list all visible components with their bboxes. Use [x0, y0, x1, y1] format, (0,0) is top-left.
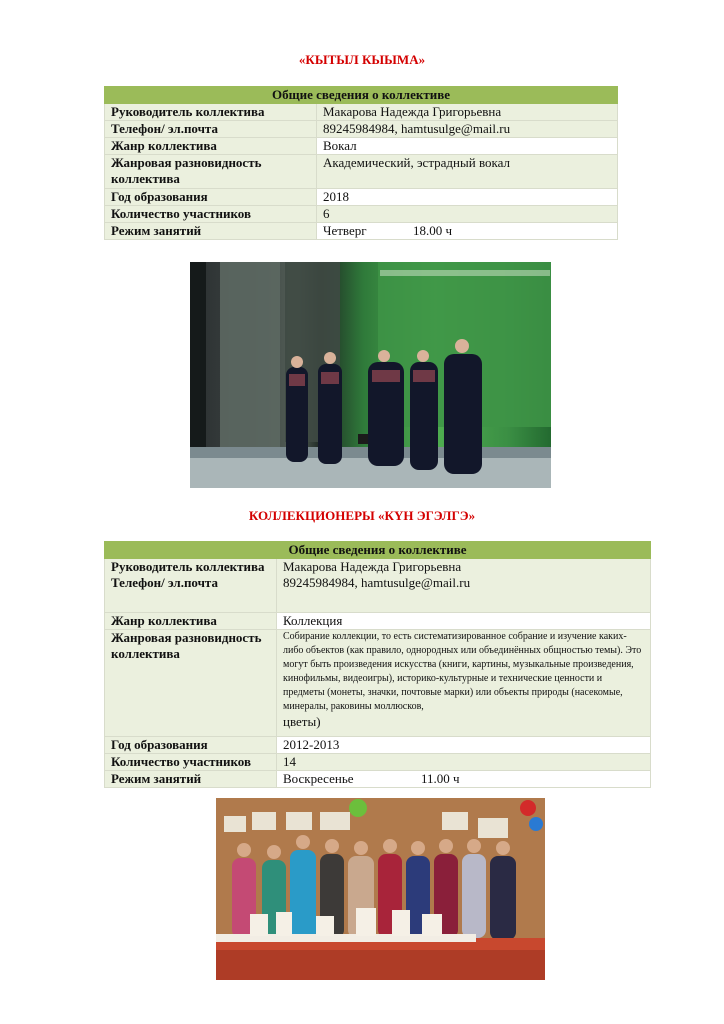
- founded-value: 2018: [317, 189, 618, 206]
- contact-value: 89245984984, hamtusulge@mail.ru: [317, 121, 618, 138]
- founded-label: Год образования: [105, 189, 317, 206]
- collective-info-table-1: [104, 86, 618, 240]
- schedule-time: 11.00 ч: [421, 771, 460, 786]
- leader-value: Макарова Надежда Григорьевна: [283, 559, 462, 574]
- leader-contact-value: [277, 559, 651, 613]
- schedule-label: Режим занятий: [105, 771, 277, 788]
- members-value: 14: [277, 754, 651, 771]
- genre-label: Жанр коллектива: [105, 613, 277, 630]
- schedule-time: 18.00 ч: [413, 223, 453, 238]
- contact-value: 89245984984, hamtusulge@mail.ru: [283, 575, 471, 590]
- genre-variety-label: Жанровая разновидность коллектива: [105, 155, 317, 189]
- leader-value: Макарова Надежда Григорьевна: [317, 104, 618, 121]
- schedule-day: Воскресенье: [283, 771, 354, 786]
- founded-label: Год образования: [105, 737, 277, 754]
- section1-title: «КЫТЫЛ КЫЫМА»: [298, 52, 426, 67]
- table-header: Общие сведения о коллективе: [105, 542, 651, 559]
- schedule-value: [317, 223, 618, 240]
- choir-stage-photo: [190, 262, 551, 488]
- collective-info-table-2: [104, 541, 651, 788]
- members-label: Количество участников: [105, 754, 277, 771]
- genre-label: Жанр коллектива: [105, 138, 317, 155]
- members-label: Количество участников: [105, 206, 317, 223]
- section2-title: КОЛЛЕКЦИОНЕРЫ «КҮН ЭГЭЛГЭ»: [248, 508, 476, 523]
- leader-label: Руководитель коллектива: [105, 104, 317, 121]
- members-value: 6: [317, 206, 618, 223]
- founded-value: 2012-2013: [277, 737, 651, 754]
- schedule-label: Режим занятий: [105, 223, 317, 240]
- genre-variety-label: Жанровая разновидность коллектива: [105, 630, 277, 737]
- genre-variety-tail: цветы): [283, 714, 321, 729]
- schedule-day: Четверг: [323, 223, 367, 238]
- genre-variety-value: [277, 630, 651, 737]
- collectors-group-photo: [216, 798, 545, 980]
- leader-contact-label: Руководитель коллектива Телефон/ эл.почта: [105, 559, 277, 613]
- genre-value: Вокал: [317, 138, 618, 155]
- table-header: Общие сведения о коллективе: [105, 87, 618, 104]
- genre-value: Коллекция: [277, 613, 651, 630]
- genre-variety-value: Академический, эстрадный вокал: [317, 155, 618, 189]
- genre-variety-text: Собирание коллекции, то есть систематизированное собрание и изучение каких-либо объектов (как правило, однородных или объединённых общностью темы). Это могут быть произведения искусства (книги, картины, музыкальные произведения, кинофильмы, видеоигры), историко-культурные и технические ценности и предметы (монеты, значки, почтовые марки) или объекты природы (насекомые, минералы, раковины моллюсков,: [283, 631, 642, 712]
- schedule-value: [277, 771, 651, 788]
- contact-label: Телефон/ эл.почта: [105, 121, 317, 138]
